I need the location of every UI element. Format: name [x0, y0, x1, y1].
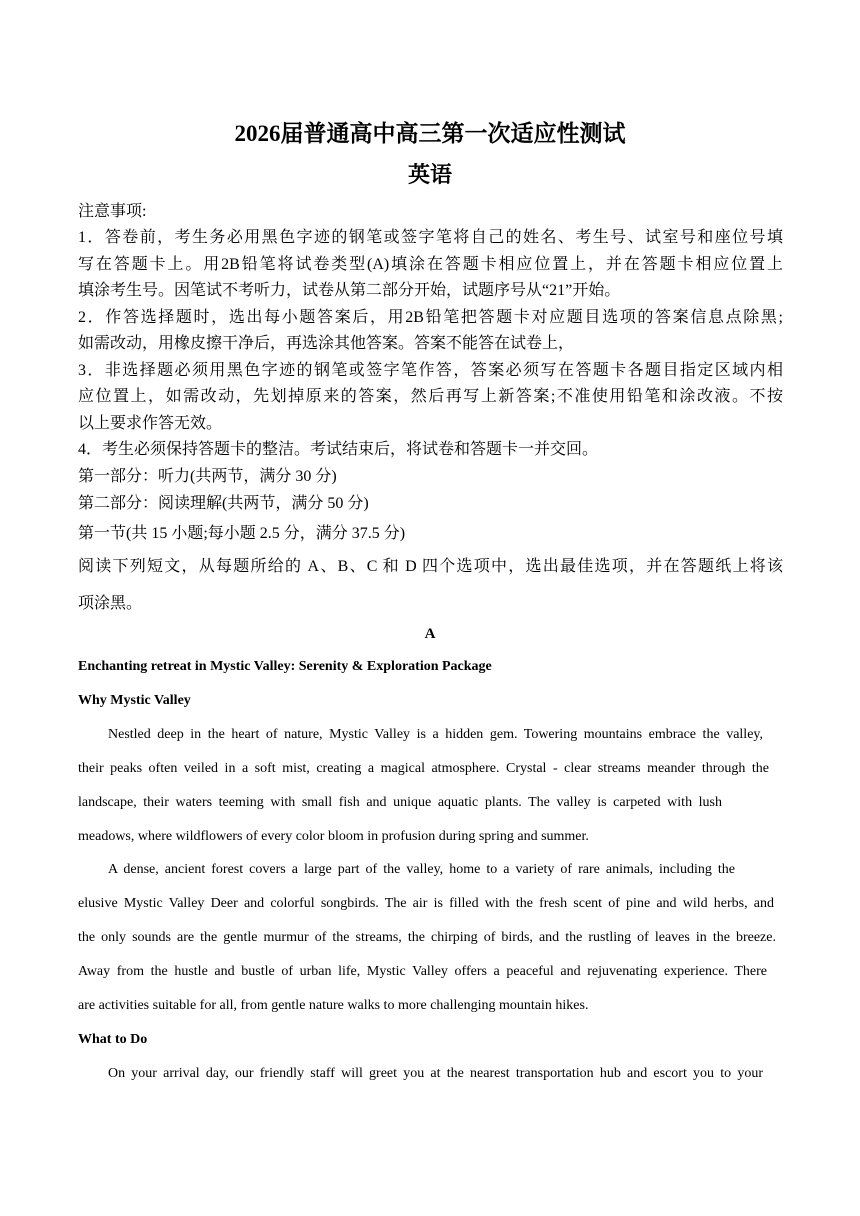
notice-line: 以上要求作答无效。 [78, 415, 223, 432]
passage-title: Enchanting retreat in Mystic Valley: Serenity & Exploration Package [78, 659, 492, 674]
notice-line: 3．非选择题必须用黑色字迹的钢笔或签字笔作答，答案必须写在答题卡各题目指定区域内相 [78, 362, 783, 379]
passage-line: their peaks often veiled in a soft mist, creating a magical atmosphere. Crystal - clear streams meander through the [78, 761, 769, 776]
passage-line: landscape, their waters teeming with small fish and unique aquatic plants. The valley is carpeted with lush [78, 795, 722, 810]
passage-line: A dense, ancient forest covers a large part of the valley, home to a variety of rare animals, including the [108, 862, 735, 877]
passage-line: the only sounds are the gentle murmur of the streams, the chirping of birds, and the rustling of leaves in the breeze. [78, 930, 776, 945]
passage-line: Away from the hustle and bustle of urban life, Mystic Valley offers a peaceful and rejuvenating experience. There [78, 964, 767, 979]
passage-line: On your arrival day, our friendly staff will greet you at the nearest transportation hub and escort you to your [108, 1066, 763, 1081]
notice-line: 4．考生必须保持答题卡的整洁。考试结束后，将试卷和答题卡一并交回。 [78, 441, 599, 458]
passage-line: meadows, where wildflowers of every color bloom in profusion during spring and summer. [78, 829, 589, 844]
heading-why: Why Mystic Valley [78, 693, 191, 708]
passage-letter: A [424, 626, 436, 642]
instructions-line: 阅读下列短文，从每题所给的 A、B、C 和 D 四个选项中，选出最佳选项，并在答题纸上将该 [78, 558, 783, 575]
part1-heading: 第一部分：听力(共两节，满分 30 分) [78, 468, 337, 485]
notice-line: 2．作答选择题时，选出每小题答案后，用2B铅笔把答题卡对应题目选项的答案信息点除黑; [78, 309, 783, 326]
heading-what: What to Do [78, 1032, 148, 1047]
notice-line: 填涂考生号。因笔试不考听力，试卷从第二部分开始，试题序号从“21”开始。 [78, 282, 621, 299]
notice-line: 如需改动，用橡皮擦干净后，再选涂其他答案。答案不能答在试卷上， [78, 335, 575, 352]
part2-heading: 第二部分：阅读理解(共两节，满分 50 分) [78, 495, 369, 512]
section1-heading: 第一节(共 15 小题;每小题 2.5 分，满分 37.5 分) [78, 525, 406, 542]
notice-line: 1．答卷前，考生务必用黑色字迹的钢笔或签字笔将自己的姓名、考生号、试室号和座位号填 [78, 229, 783, 246]
passage-line: elusive Mystic Valley Deer and colorful songbirds. The air is filled with the fresh scent of pine and wild herbs, and [78, 896, 774, 911]
exam-subject: 英语 [407, 162, 452, 187]
notice-line: 应位置上，如需改动，先划掉原来的答案，然后再写上新答案;不准使用铅笔和涂改液。不按 [78, 388, 783, 405]
instructions-line: 项涂黑。 [78, 595, 143, 612]
notice-line: 写在答题卡上。用2B铅笔将试卷类型(A)填涂在答题卡相应位置上，并在答题卡相应位置上 [78, 256, 783, 273]
passage-line: are activities suitable for all, from gentle nature walks to more challenging mountain hikes. [78, 998, 589, 1013]
exam-title: 2026届普通高中高三第一次适应性测试 [234, 121, 626, 146]
notice-heading: 注意事项: [78, 203, 147, 220]
passage-line: Nestled deep in the heart of nature, Mystic Valley is a hidden gem. Towering mountains embrace the valley, [108, 727, 763, 742]
